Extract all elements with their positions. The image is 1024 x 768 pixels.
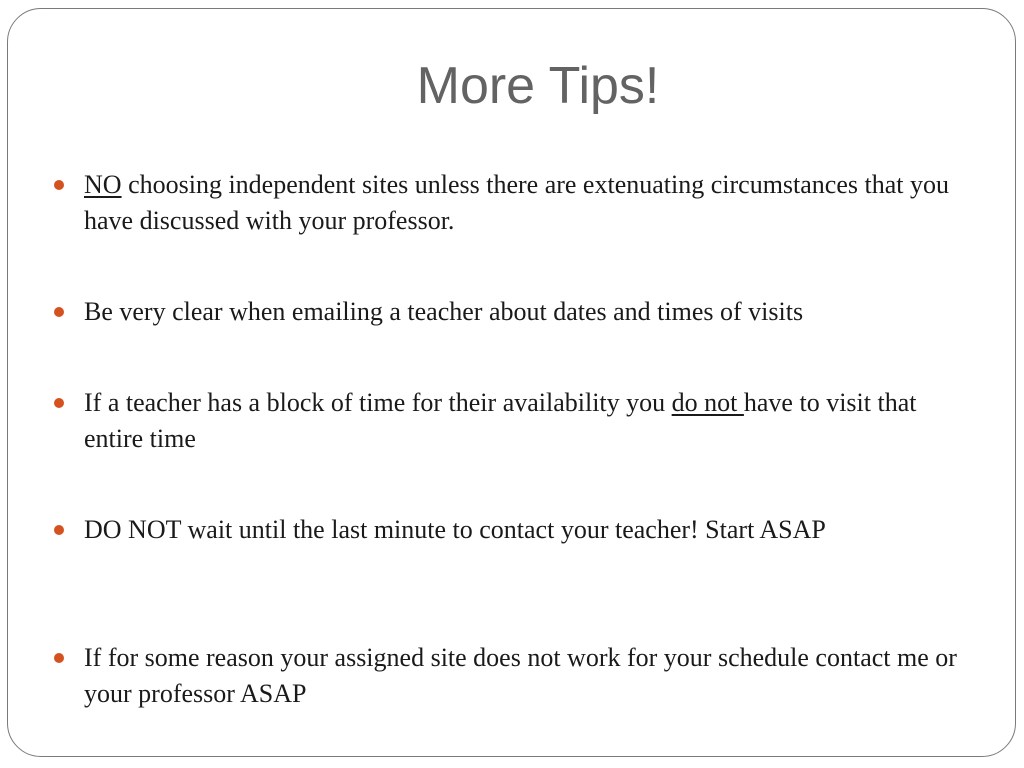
slide-title: More Tips!	[416, 57, 660, 115]
bullet-dot-icon	[54, 180, 64, 190]
bullet-4-text: DO NOT wait until the last minute to contact your teacher! Start ASAP	[84, 515, 826, 544]
bullet-dot-icon	[54, 307, 64, 317]
bullet-5-text: If for some reason your assigned site does not work for your schedule contact me or your professor ASAP	[84, 643, 957, 708]
bullet-item-4	[84, 512, 904, 548]
bullet-item-3	[84, 385, 964, 457]
bullet-3-text-end: have to visit that entire time	[84, 388, 917, 453]
bullet-dot-icon	[54, 525, 64, 535]
bullet-item-5	[84, 640, 964, 712]
bullet-item-1	[84, 167, 964, 239]
bullet-2-text: Be very clear when emailing a teacher about dates and times of visits	[84, 297, 804, 326]
bullet-dot-icon	[54, 653, 64, 663]
bullet-dot-icon	[54, 398, 64, 408]
bullet-1-emphasis: NO	[84, 170, 122, 199]
bullet-item-2	[84, 294, 964, 330]
bullet-3-emphasis: do not	[671, 388, 744, 417]
bullet-1-text: choosing independent sites unless there are extenuating circumstances that you have discussed with your professor.	[84, 170, 949, 235]
bullet-3-text-start: If a teacher has a block of time for their availability you	[84, 388, 672, 417]
